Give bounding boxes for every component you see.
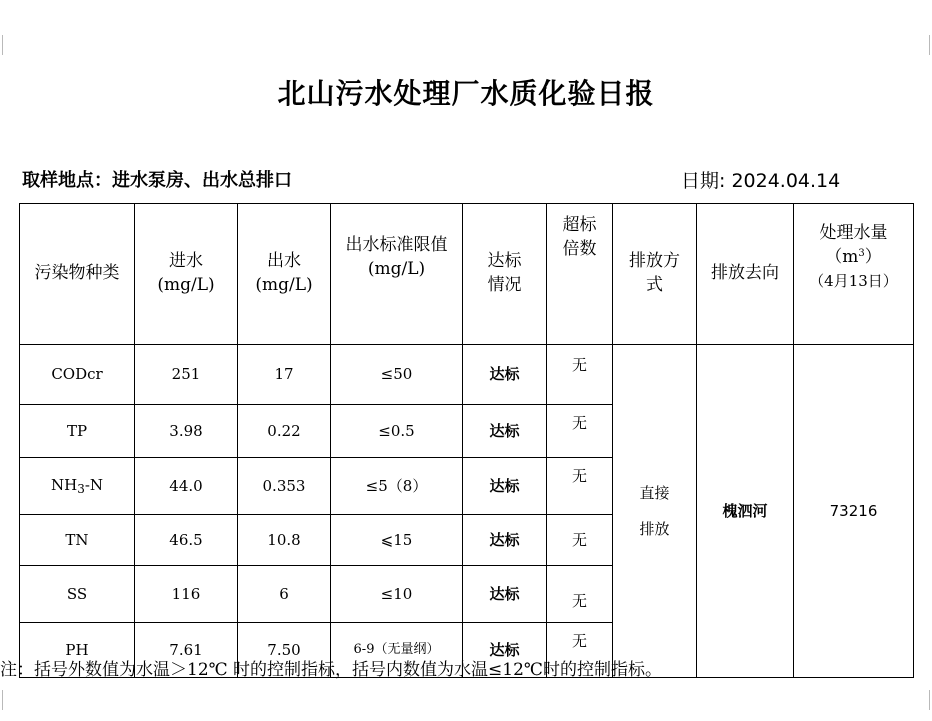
cell-limit: ⩽15	[331, 515, 463, 566]
header-destination: 排放去向	[697, 204, 794, 345]
cell-compliance: 达标	[463, 405, 547, 458]
cell-effluent: 0.22	[238, 405, 331, 458]
header-discharge-method: 排放方 式	[613, 204, 697, 345]
cell-effluent: 6	[238, 566, 331, 623]
cell-compliance: 达标	[463, 345, 547, 405]
cell-limit: ≤10	[331, 566, 463, 623]
header-pollutant: 污染物种类	[20, 204, 135, 345]
cell-limit: ≤50	[331, 345, 463, 405]
cell-exceed: 无	[547, 458, 613, 515]
report-title: 北山污水处理厂水质化验日报	[277, 77, 655, 110]
cell-compliance: 达标	[463, 623, 547, 678]
cell-limit: ≤0.5	[331, 405, 463, 458]
cell-compliance: 达标	[463, 515, 547, 566]
cell-exceed: 无	[547, 405, 613, 458]
water-quality-table	[19, 203, 914, 678]
cell-treated-volume: 73216	[794, 345, 914, 678]
cell-compliance: 达标	[463, 566, 547, 623]
crop-mark-bottom-left	[2, 690, 3, 710]
cell-exceed: 无	[547, 623, 613, 678]
report-date: 日期: 2024.04.14	[681, 170, 841, 192]
sampling-location: 取样地点：进水泵房、出水总排口	[22, 170, 292, 191]
cell-effluent: 17	[238, 345, 331, 405]
cell-pollutant: $NH_3-N$	[20, 458, 135, 515]
header-volume: 处理水量 $(m^3)$ （4月13日）	[794, 204, 914, 345]
footnote: 注：括号外数值为水温＞12℃ 时的控制指标，括号内数值为水温≤12℃时的控制指标。	[0, 660, 662, 680]
cell-influent: 46.5	[135, 515, 238, 566]
cell-influent: 44.0	[135, 458, 238, 515]
header-row	[20, 204, 914, 345]
cell-pollutant: TP	[20, 405, 135, 458]
crop-mark-top-right	[929, 35, 930, 55]
header-influent: 进水 (mg/L)	[135, 204, 238, 345]
cell-limit: ≤5（8）	[331, 458, 463, 515]
cell-effluent: 7.50	[238, 623, 331, 678]
cell-pollutant: PH	[20, 623, 135, 678]
cell-destination: 槐泗河	[697, 345, 794, 678]
crop-mark-bottom-right	[929, 690, 930, 710]
header-limit: 出水标准限值 (mg/L)	[331, 204, 463, 345]
header-exceed: 超标 倍数	[547, 204, 613, 345]
header-effluent: 出水 (mg/L)	[238, 204, 331, 345]
cell-influent: 3.98	[135, 405, 238, 458]
cell-compliance: 达标	[463, 458, 547, 515]
crop-mark-top-left	[2, 35, 3, 55]
cell-exceed: 无	[547, 345, 613, 405]
cell-influent: 7.61	[135, 623, 238, 678]
cell-limit: 6-9（无量纲）	[331, 623, 463, 678]
cell-pollutant: SS	[20, 566, 135, 623]
cell-exceed: 无	[547, 566, 613, 623]
cell-exceed: 无	[547, 515, 613, 566]
cell-pollutant: CODcr	[20, 345, 135, 405]
cell-influent: 251	[135, 345, 238, 405]
cell-discharge-method: 直接 排放	[613, 345, 697, 678]
cell-effluent: 0.353	[238, 458, 331, 515]
header-compliance: 达标 情况	[463, 204, 547, 345]
cell-pollutant: TN	[20, 515, 135, 566]
table-row	[20, 345, 914, 405]
cell-influent: 116	[135, 566, 238, 623]
cell-effluent: 10.8	[238, 515, 331, 566]
